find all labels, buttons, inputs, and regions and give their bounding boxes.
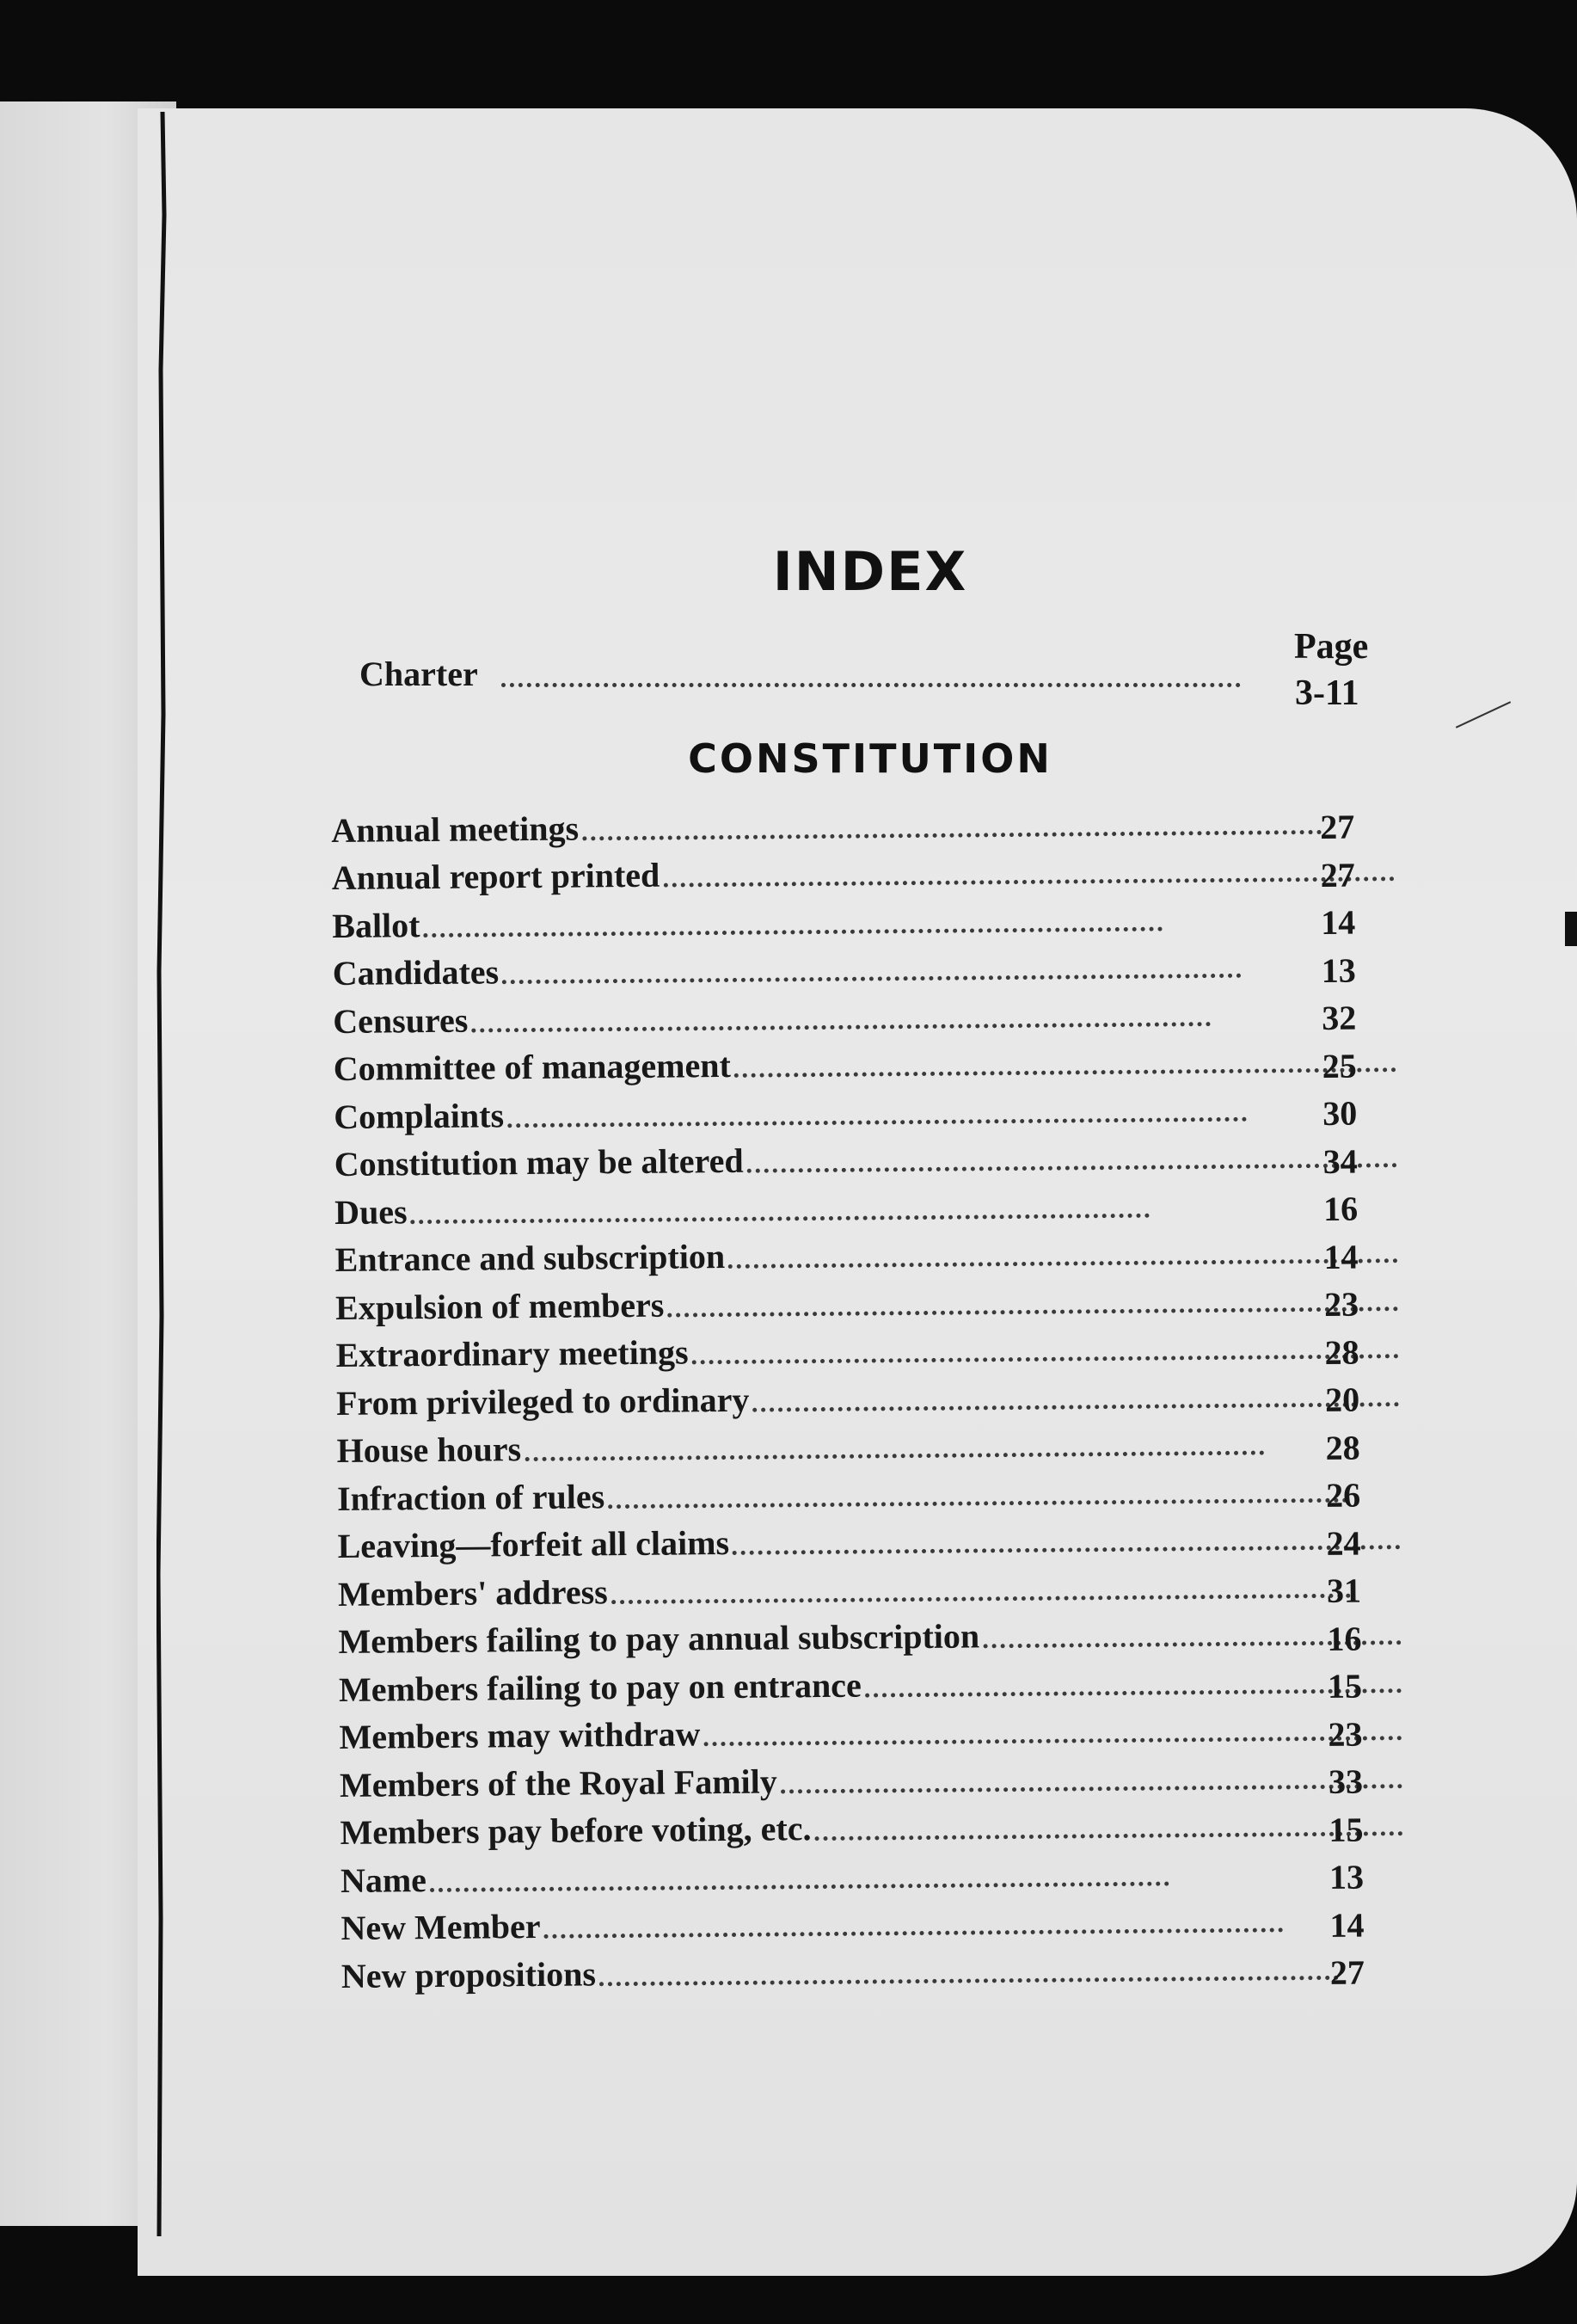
entry-label: Name bbox=[340, 1860, 427, 1900]
entry-label: New Member bbox=[341, 1906, 541, 1947]
entry-page-number: 33 bbox=[1328, 1761, 1364, 1801]
entry-label: House hours bbox=[336, 1429, 522, 1470]
page-column-label: Page bbox=[1294, 627, 1369, 667]
entry-label: Entrance and subscription bbox=[334, 1237, 726, 1279]
entry-page-number: 15 bbox=[1327, 1666, 1363, 1706]
entry-page-number: 32 bbox=[1322, 998, 1357, 1037]
charter-entry bbox=[359, 647, 1391, 713]
entry-page-number: 15 bbox=[1328, 1810, 1364, 1849]
entry-page-number: 16 bbox=[1327, 1619, 1362, 1658]
leader-dots bbox=[611, 1593, 1351, 1604]
entry-label: Members' address bbox=[337, 1571, 608, 1614]
entry-page-number: 25 bbox=[1322, 1046, 1357, 1085]
entry-page-number: 34 bbox=[1322, 1141, 1358, 1181]
leader-dots bbox=[411, 1213, 1151, 1224]
leader-dots bbox=[471, 1022, 1211, 1033]
entry-page-number: 24 bbox=[1326, 1523, 1361, 1563]
entry-label: New propositions bbox=[341, 1953, 597, 1995]
leader-dots bbox=[424, 926, 1163, 938]
index-title: INDEX bbox=[772, 540, 968, 603]
edge-mark bbox=[1565, 912, 1577, 946]
leader-dots bbox=[663, 876, 1394, 887]
charter-label: Charter bbox=[359, 655, 478, 693]
entry-label: Censures bbox=[333, 1000, 469, 1041]
leader-dots bbox=[667, 1306, 1398, 1317]
entry-page-number: 16 bbox=[1322, 1189, 1359, 1228]
leader-dots bbox=[507, 1116, 1247, 1128]
binding-line bbox=[156, 112, 169, 2236]
entry-page-number: 23 bbox=[1323, 1284, 1359, 1324]
entry-label: Members failing to pay annual subscription bbox=[338, 1616, 980, 1661]
leader-dots bbox=[781, 1784, 1402, 1793]
leader-dots bbox=[747, 1163, 1397, 1173]
leader-dots bbox=[599, 1975, 1339, 1986]
entry-label: Members may withdraw bbox=[339, 1714, 701, 1756]
charter-page: 3-11 bbox=[1295, 673, 1359, 713]
index-entries bbox=[331, 790, 1416, 1993]
charter-leader-dots bbox=[501, 683, 1241, 687]
entry-page-number: 14 bbox=[1323, 1237, 1359, 1276]
leader-dots bbox=[734, 1067, 1396, 1078]
leader-dots bbox=[733, 1545, 1401, 1555]
leader-dots bbox=[430, 1881, 1169, 1892]
entry-page-number: 14 bbox=[1321, 902, 1356, 942]
entry-page-number: 20 bbox=[1324, 1380, 1360, 1419]
entry-label: Committee of management bbox=[333, 1045, 731, 1088]
entry-page-number: 27 bbox=[1320, 855, 1355, 895]
entry-page-number: 13 bbox=[1328, 1857, 1365, 1897]
entry-label: Annual report printed bbox=[331, 855, 660, 897]
leader-dots bbox=[582, 829, 1322, 840]
section-title-constitution: CONSTITUTION bbox=[688, 735, 1052, 782]
entry-label: Constitution may be altered bbox=[334, 1140, 744, 1184]
entry-label: Infraction of rules bbox=[336, 1476, 605, 1518]
entry-label: Members pay before voting, etc. bbox=[340, 1809, 812, 1852]
leader-dots bbox=[752, 1402, 1399, 1412]
entry-label: Members failing to pay on entrance bbox=[338, 1665, 862, 1709]
entry-page-number: 26 bbox=[1325, 1475, 1361, 1515]
entry-page-number: 28 bbox=[1325, 1428, 1360, 1467]
entry-page-number: 14 bbox=[1329, 1905, 1365, 1945]
leader-dots bbox=[544, 1927, 1284, 1939]
leader-dots bbox=[728, 1258, 1398, 1269]
entry-label: Expulsion of members bbox=[334, 1285, 665, 1327]
entry-label: Ballot bbox=[332, 905, 420, 945]
leader-dots bbox=[608, 1497, 1347, 1509]
entry-label: From privileged to ordinary bbox=[335, 1380, 750, 1423]
leader-dots bbox=[692, 1354, 1399, 1364]
leader-dots bbox=[525, 1451, 1264, 1462]
entry-page-number: 27 bbox=[1329, 1952, 1365, 1992]
entry-page-number: 28 bbox=[1324, 1332, 1359, 1372]
binding-gutter bbox=[156, 112, 169, 2236]
entry-page-number: 31 bbox=[1326, 1571, 1362, 1610]
entry-page-number: 30 bbox=[1322, 1093, 1358, 1133]
leader-dots bbox=[502, 974, 1242, 985]
entry-label: Extraordinary meetings bbox=[335, 1332, 689, 1374]
entry-label: Annual meetings bbox=[331, 808, 580, 850]
entry-page-number: 23 bbox=[1328, 1714, 1363, 1754]
entry-page-number: 27 bbox=[1320, 807, 1355, 846]
entry-label: Candidates bbox=[332, 952, 500, 993]
entry-label: Complaints bbox=[334, 1095, 505, 1136]
entry-label: Dues bbox=[334, 1191, 408, 1232]
leader-dots bbox=[703, 1736, 1402, 1746]
index-entry bbox=[341, 1936, 1416, 1993]
entry-page-number: 13 bbox=[1321, 950, 1356, 990]
entry-label: Members of the Royal Family bbox=[339, 1761, 777, 1804]
entry-label: Leaving—forfeit all claims bbox=[337, 1522, 730, 1565]
